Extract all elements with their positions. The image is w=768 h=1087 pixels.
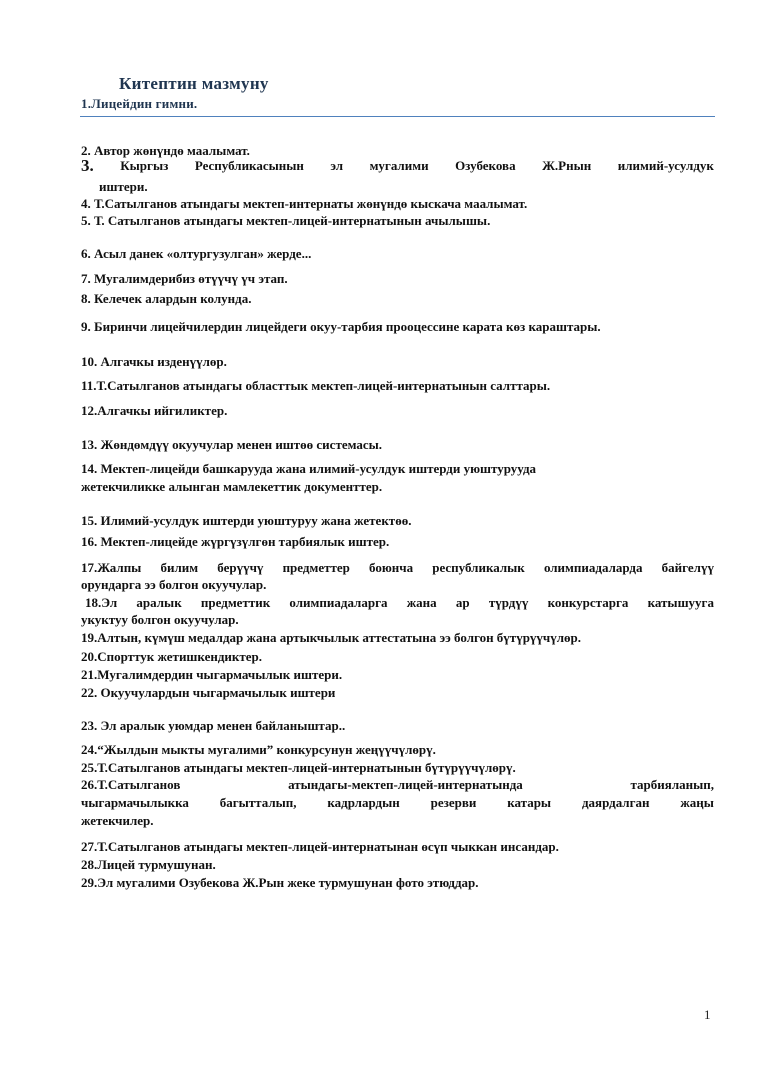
toc-entry: 2. Автор жөнүндө маалымат. bbox=[81, 143, 250, 158]
toc-entry bbox=[81, 157, 714, 174]
entry-word: багытталып, bbox=[219, 795, 297, 810]
toc-entry: 28.Лицей турмушунан. bbox=[81, 857, 216, 872]
entry-word: берүүчү bbox=[217, 560, 264, 575]
entry-word: 26.Т.Сатылганов bbox=[81, 777, 181, 792]
toc-entry: 21.Мугалимдердин чыгармачылык иштери. bbox=[81, 667, 343, 682]
entry-word: даярдалган bbox=[581, 795, 650, 810]
toc-entry: 29.Эл мугалими Озубекова Ж.Рын жеке турмушунан фото этюддар. bbox=[81, 875, 479, 890]
toc-entry bbox=[81, 776, 714, 793]
heading-divider bbox=[80, 116, 715, 117]
entry-word: Ж.Рнын bbox=[542, 158, 592, 173]
toc-entry: иштери. bbox=[99, 179, 148, 194]
entry-number: 3. bbox=[81, 156, 94, 175]
entry-word: катышууга bbox=[647, 595, 714, 610]
toc-entry: 10. Алгачкы изденүүлөр. bbox=[81, 354, 227, 369]
toc-entry: 19.Алтын, күмүш медалдар жана артыкчылык аттестатына ээ болгон бүтүрүүчүлөр. bbox=[81, 630, 582, 645]
entry-word: кадрлардын bbox=[327, 795, 400, 810]
toc-entry: 20.Спорттук жетишкендиктер. bbox=[81, 649, 263, 664]
entry-word: олимпиадаларга bbox=[289, 595, 388, 610]
toc-entry: 16. Мектеп-лицейде жүргүзүлгөн тарбиялык иштер. bbox=[81, 534, 390, 549]
toc-entry: 23. Эл аралык уюмдар менен байланыштар.. bbox=[81, 718, 346, 733]
entry-word: атындагы-мектеп-лицей-интернатында bbox=[288, 777, 523, 792]
toc-entry: 13. Жөндөмдүү окуучулар менен иштөө системасы. bbox=[81, 437, 383, 452]
entry-word: 17.Жалпы bbox=[81, 560, 142, 575]
toc-entry: 7. Мугалимдерибиз өтүүчү үч этап. bbox=[81, 271, 288, 286]
entry-word: чыгармачылыкка bbox=[81, 795, 189, 810]
entry-word: Кыргыз bbox=[120, 158, 169, 173]
toc-entry bbox=[81, 559, 714, 576]
entry-word: боюнча bbox=[369, 560, 414, 575]
toc-entry bbox=[81, 794, 714, 811]
entry-word: резерви bbox=[430, 795, 477, 810]
toc-entry-1: 1.Лицейдин гимни. bbox=[81, 96, 198, 111]
toc-entry: 27.Т.Сатылганов атындагы мектеп-лицей-интернатынан өсүп чыккан инсандар. bbox=[81, 839, 559, 854]
entry-word: аралык bbox=[136, 595, 182, 610]
entry-word: эл bbox=[330, 158, 344, 173]
entry-word: мугалими bbox=[369, 158, 429, 173]
toc-entry: 25.Т.Сатылганов атындагы мектеп-лицей-интернатынын бүтүрүүчүлөрү. bbox=[81, 760, 516, 775]
entry-word: Озубекова bbox=[455, 158, 516, 173]
page-title: Китептин мазмуну bbox=[119, 74, 269, 93]
entry-word: катары bbox=[507, 795, 552, 810]
entry-word: байгелүү bbox=[661, 560, 714, 575]
toc-entry: 15. Илимий-усулдук иштерди уюштуруу жана жетектөө. bbox=[81, 513, 412, 528]
entry-word: предметтер bbox=[282, 560, 350, 575]
entry-word: 18.Эл bbox=[85, 595, 118, 610]
toc-entry: 6. Асыл данек «олтургузулган» жерде... bbox=[81, 246, 312, 261]
toc-entry: 4. Т.Сатылганов атындагы мектеп-интернаты жөнүндө кыскача маалымат. bbox=[81, 196, 528, 211]
toc-entry: жетекчиликке алынган мамлекеттик документтер. bbox=[81, 479, 383, 494]
entry-word: Республикасынын bbox=[194, 158, 304, 173]
toc-entry: 22. Окуучулардын чыгармачылык иштери bbox=[81, 685, 336, 700]
entry-word: түрдүү bbox=[488, 595, 529, 610]
toc-entry: укуктуу болгон окуучулар. bbox=[81, 612, 239, 627]
toc-entry: жетекчилер. bbox=[81, 813, 154, 828]
entry-word: ар bbox=[455, 595, 470, 610]
entry-word: конкурстарга bbox=[547, 595, 629, 610]
entry-word: олимпиадаларда bbox=[543, 560, 643, 575]
entry-word: тарбияланып, bbox=[630, 777, 714, 792]
entry-word: билим bbox=[160, 560, 199, 575]
toc-entry: 12.Алгачкы ийгиликтер. bbox=[81, 403, 228, 418]
entry-word: жаңы bbox=[680, 795, 714, 810]
toc-entry: 24.“Жылдын мыкты мугалими” конкурсунун жеңүүчүлөрү. bbox=[81, 742, 436, 757]
page-number: 1 bbox=[704, 1007, 711, 1022]
entry-word: республикалык bbox=[432, 560, 525, 575]
toc-entry bbox=[85, 594, 714, 611]
toc-entry: 8. Келечек алардын колунда. bbox=[81, 291, 252, 306]
entry-word: предметтик bbox=[200, 595, 271, 610]
toc-entry: 14. Мектеп-лицейди башкарууда жана илимий-усулдук иштерди уюштурууда bbox=[81, 461, 537, 476]
entry-word: илимий-усулдук bbox=[617, 158, 714, 173]
entry-word: жана bbox=[406, 595, 437, 610]
toc-entry: орундарга ээ болгон окуучулар. bbox=[81, 577, 267, 592]
toc-entry: 5. Т. Сатылганов атындагы мектеп-лицей-интернатынын ачылышы. bbox=[81, 213, 491, 228]
toc-entry: 11.Т.Сатылганов атындагы областтык мектеп-лицей-интернатынын салттары. bbox=[81, 378, 551, 393]
toc-entry: 9. Биринчи лицейчилердин лицейдеги окуу-тарбия прооцессине карата көз караштары. bbox=[81, 319, 601, 334]
